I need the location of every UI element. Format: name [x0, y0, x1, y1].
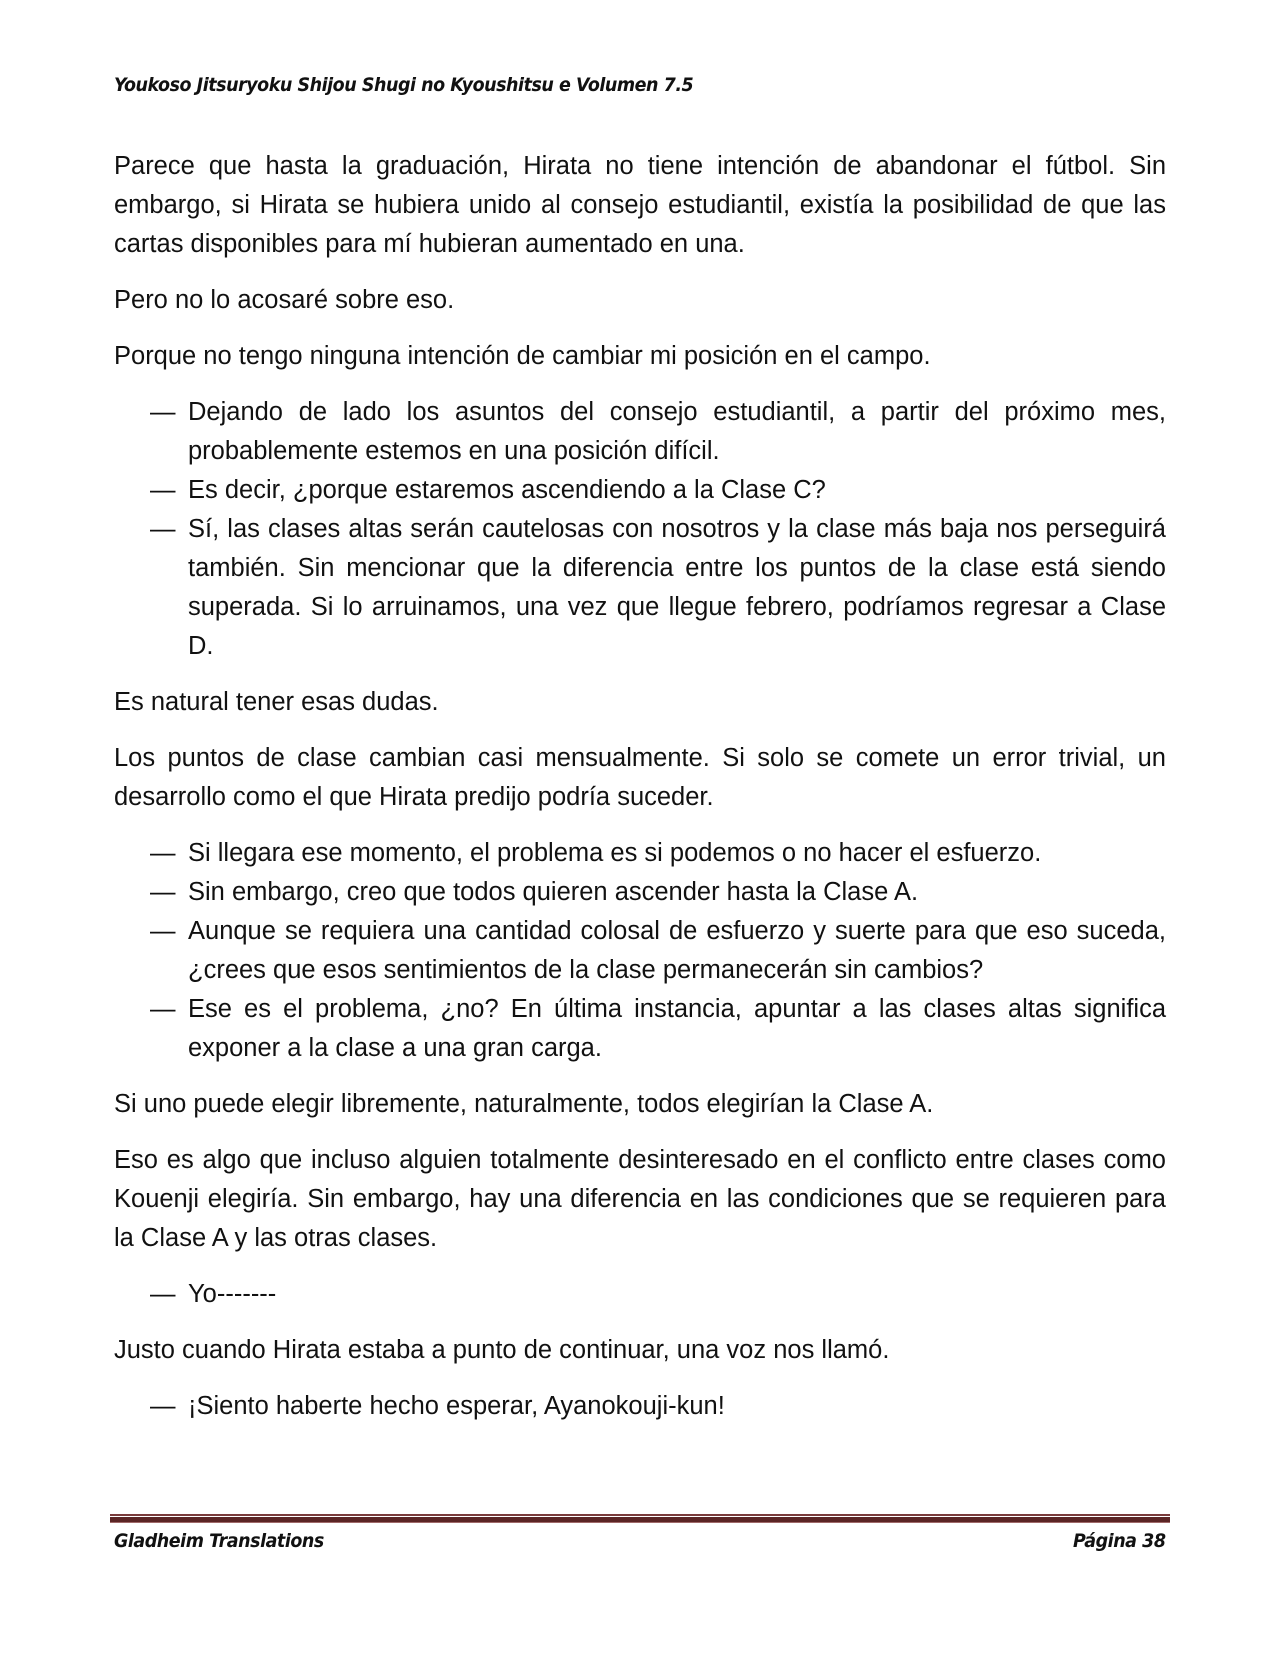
dialogue-text: Aunque se requiera una cantidad colosal de esfuerzo y suerte para que eso suceda, ¿crees que esos sentimientos de la clase permanecerán sin cambios? [188, 917, 1166, 984]
dialogue-dash: — [150, 476, 176, 504]
dialogue-dash: — [150, 398, 176, 426]
dialogue-text: Es decir, ¿porque estaremos ascendiendo a la Clase C? [188, 476, 826, 504]
dialogue-group [114, 393, 1166, 666]
page-number: Página 38 [1073, 1530, 1166, 1552]
dialogue-dash: — [150, 839, 176, 867]
paragraph: Si uno puede elegir libremente, naturalmente, todos elegirían la Clase A. [114, 1090, 934, 1118]
running-header: Youkoso Jitsuryoku Shijou Shugi no Kyoushitsu e Volumen 7.5 [114, 74, 694, 96]
dialogue-text: ¡Siento haberte hecho esperar, Ayanokouji-kun! [188, 1392, 725, 1420]
dialogue-dash: — [150, 1280, 176, 1308]
paragraph: Porque no tengo ninguna intención de cambiar mi posición en el campo. [114, 342, 931, 370]
dialogue-group [114, 1387, 1166, 1426]
dialogue-line [114, 873, 1166, 912]
dialogue-line [114, 510, 1166, 666]
paragraph: Pero no lo acosaré sobre eso. [114, 286, 455, 314]
paragraph: Eso es algo que incluso alguien totalmente desinteresado en el conflicto entre clases como Kouenji elegiría. Sin embargo, hay una diferencia en las condiciones que se requieren para la Clase A y las otras clases. [114, 1146, 1166, 1252]
dialogue-dash: — [150, 515, 176, 543]
dialogue-line [114, 912, 1166, 990]
dialogue-text: Sin embargo, creo que todos quieren ascender hasta la Clase A. [188, 878, 919, 906]
footer-credit: Gladheim Translations [114, 1530, 324, 1552]
dialogue-line [114, 393, 1166, 471]
paragraph: Los puntos de clase cambian casi mensualmente. Si solo se comete un error trivial, un desarrollo como el que Hirata predijo podría suceder. [114, 744, 1166, 811]
paragraph: Parece que hasta la graduación, Hirata no tiene intención de abandonar el fútbol. Sin embargo, si Hirata se hubiera unido al consejo estudiantil, existía la posibilidad de que las cartas disponibles para mí hubieran aumentado en una. [114, 152, 1166, 258]
dialogue-text: Sí, las clases altas serán cautelosas con nosotros y la clase más baja nos perseguirá también. Sin mencionar que la diferencia entre los puntos de la clase está siendo superada. Si lo arruinamos, una vez que llegue febrero, podríamos regresar a Clase D. [188, 515, 1166, 660]
footer-rule [110, 1514, 1170, 1523]
page-body [114, 147, 1166, 1443]
dialogue-dash: — [150, 1392, 176, 1420]
dialogue-group [114, 834, 1166, 1068]
paragraph: Es natural tener esas dudas. [114, 688, 439, 716]
dialogue-line [114, 1275, 1166, 1314]
dialogue-line [114, 990, 1166, 1068]
paragraph: Justo cuando Hirata estaba a punto de continuar, una voz nos llamó. [114, 1336, 890, 1364]
dialogue-group [114, 1275, 1166, 1314]
dialogue-line [114, 471, 1166, 510]
dialogue-text: Dejando de lado los asuntos del consejo estudiantil, a partir del próximo mes, probablemente estemos en una posición difícil. [188, 398, 1166, 465]
dialogue-line [114, 1387, 1166, 1426]
dialogue-text: Si llegara ese momento, el problema es si podemos o no hacer el esfuerzo. [188, 839, 1042, 867]
dialogue-dash: — [150, 995, 176, 1023]
dialogue-line [114, 834, 1166, 873]
dialogue-text: Ese es el problema, ¿no? En última instancia, apuntar a las clases altas significa exponer a la clase a una gran carga. [188, 995, 1166, 1062]
dialogue-dash: — [150, 917, 176, 945]
dialogue-text: Yo------- [188, 1280, 277, 1308]
dialogue-dash: — [150, 878, 176, 906]
